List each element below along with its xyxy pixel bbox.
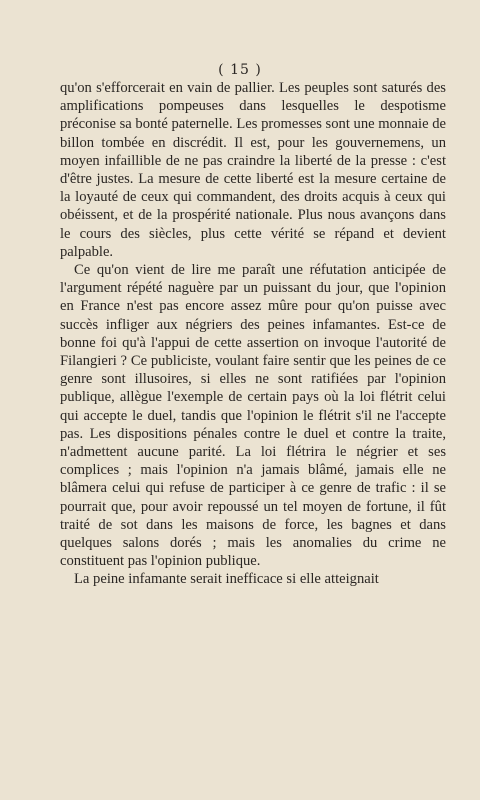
paragraph-1: qu'on s'efforcerait en vain de pallier. Les peuples sont saturés des amplifications pompeuses dans lesquelles le despotisme préconise sa bonté paternelle. Les promesses sont une monnaie de billon tombée en discrédit. Il est, pour les gouvernemens, un moyen infaillible de ne pas craindre la liberté de la presse : c'est d'être justes. La mesure de cette liberté est la mesure certaine de la loyauté de ceux qui commandent, des droits acquis à ceux qui obéissent, et de la prospérité nationale. Plus nous avançons dans le cours des siècles, plus cette vérité se répand et devient palpable. <box>60 80 446 260</box>
body-text <box>60 79 446 589</box>
paragraph-3: La peine infamante serait inefficace si elle atteignait <box>74 571 379 588</box>
page-number: ( 15 ) <box>218 62 262 78</box>
paragraph-2: Ce qu'on vient de lire me paraît une réfutation anticipée de l'argument répété naguère par un puissant du jour, que l'opinion en France n'est pas encore assez mûre pour qu'on puisse avec succès infliger aux négriers des peines infamantes. Est-ce de bonne foi qu'à l'appui de cette assertion on invoque l'autorité de Filangieri ? Ce publiciste, voulant faire sentir que les peines de ce genre sont illusoires, si elles ne sont ratifiées par l'opinion publique, allègue l'exemple de certain pays où la loi flétrit celui qui accepte le duel, tandis que l'opinion le flétrit s'il ne l'accepte pas. Les dispositions pénales contre le duel et contre la traite, n'admettent aucune parité. La loi flétrira le négrier et ses complices ; mais l'opinion n'a jamais blâmé, jamais elle ne blâmera celui qui refuse de participer à ce genre de trafic : il se pourrait que, pour avoir repoussé un tel moyen de fortune, il fût traité de sot dans les maisons de force, les bagnes et dans quelques salons dorés ; mais les anomalies du crime ne constituent pas l'opinion publique. <box>60 262 446 570</box>
